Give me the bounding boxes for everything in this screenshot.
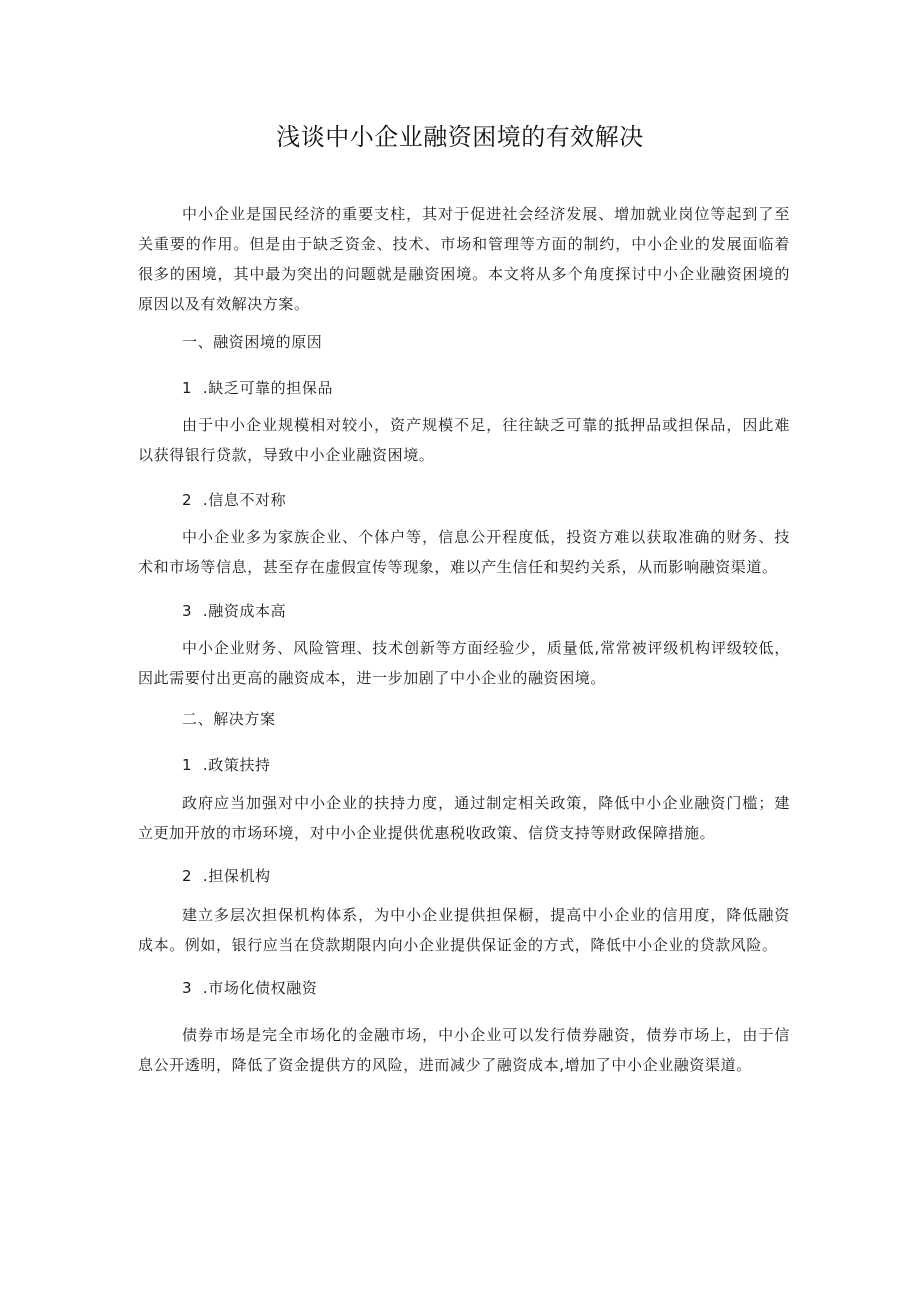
section-heading-causes: 一、融资困境的原因 [182,333,323,351]
paragraph-guarantee-institution: 建立多层次担保机构体系，为中小企业提供担保橱，提高中小企业的信用度，降低融资成本。例如，银行应当在贷款期限内向小企业提供保证金的方式，降低中小企业的贷款风险。 [138,906,790,954]
subheading-collateral: 1 .缺乏可靠的担保品 [182,379,334,397]
subheading-guarantee-institution: 2 .担保机构 [182,867,271,885]
subheading-market-bond-financing: 3 .市场化债权融资 [182,979,318,997]
paragraph-high-cost: 中小企业财务、风险管理、技术创新等方面经验少，质量低,常常被评级机构评级较低，因此需要付出更高的融资成本，进一步加剧了中小企业的融资困境。 [138,639,790,687]
paragraph-information-asymmetry: 中小企业多为家族企业、个体户等，信息公开程度低，投资方难以获取准确的财务、技术和市场等信息，甚至存在虚假宣传等现象，难以产生信任和契约关系，从而影响融资渠道。 [138,528,790,576]
paragraph-collateral: 由于中小企业规模相对较小，资产规模不足，往往缺乏可靠的抵押品或担保品，因此难以获得银行贷款，导致中小企业融资困境。 [138,416,790,464]
paragraph-policy-support: 政府应当加强对中小企业的扶持力度，通过制定相关政策，降低中小企业融资门槛；建立更加开放的市场环境，对中小企业提供优惠税收政策、信贷支持等财政保障措施。 [138,794,790,842]
paragraph-market-bond-financing: 债券市场是完全市场化的金融市场，中小企业可以发行债券融资，债券市场上，由于信息公开透明，降低了资金提供方的风险，进而减少了融资成本,增加了中小企业融资渠道。 [138,1026,790,1074]
document-title: 浅谈中小企业融资困境的有效解决 [276,123,644,151]
intro-paragraph: 中小企业是国民经济的重要支柱，其对于促进社会经济发展、增加就业岗位等起到了至关重要的作用。但是由于缺乏资金、技术、市场和管理等方面的制约，中小企业的发展面临着很多的困境，其中最为突出的问题就是融资困境。本文将从多个角度探讨中小企业融资困境的原因以及有效解决方案。 [138,205,790,313]
section-heading-solutions: 二、解决方案 [182,710,276,728]
subheading-policy-support: 1 .政策扶持 [182,756,271,774]
subheading-information-asymmetry: 2 .信息不对称 [182,491,287,509]
subheading-high-cost: 3 .融资成本高 [182,602,287,620]
